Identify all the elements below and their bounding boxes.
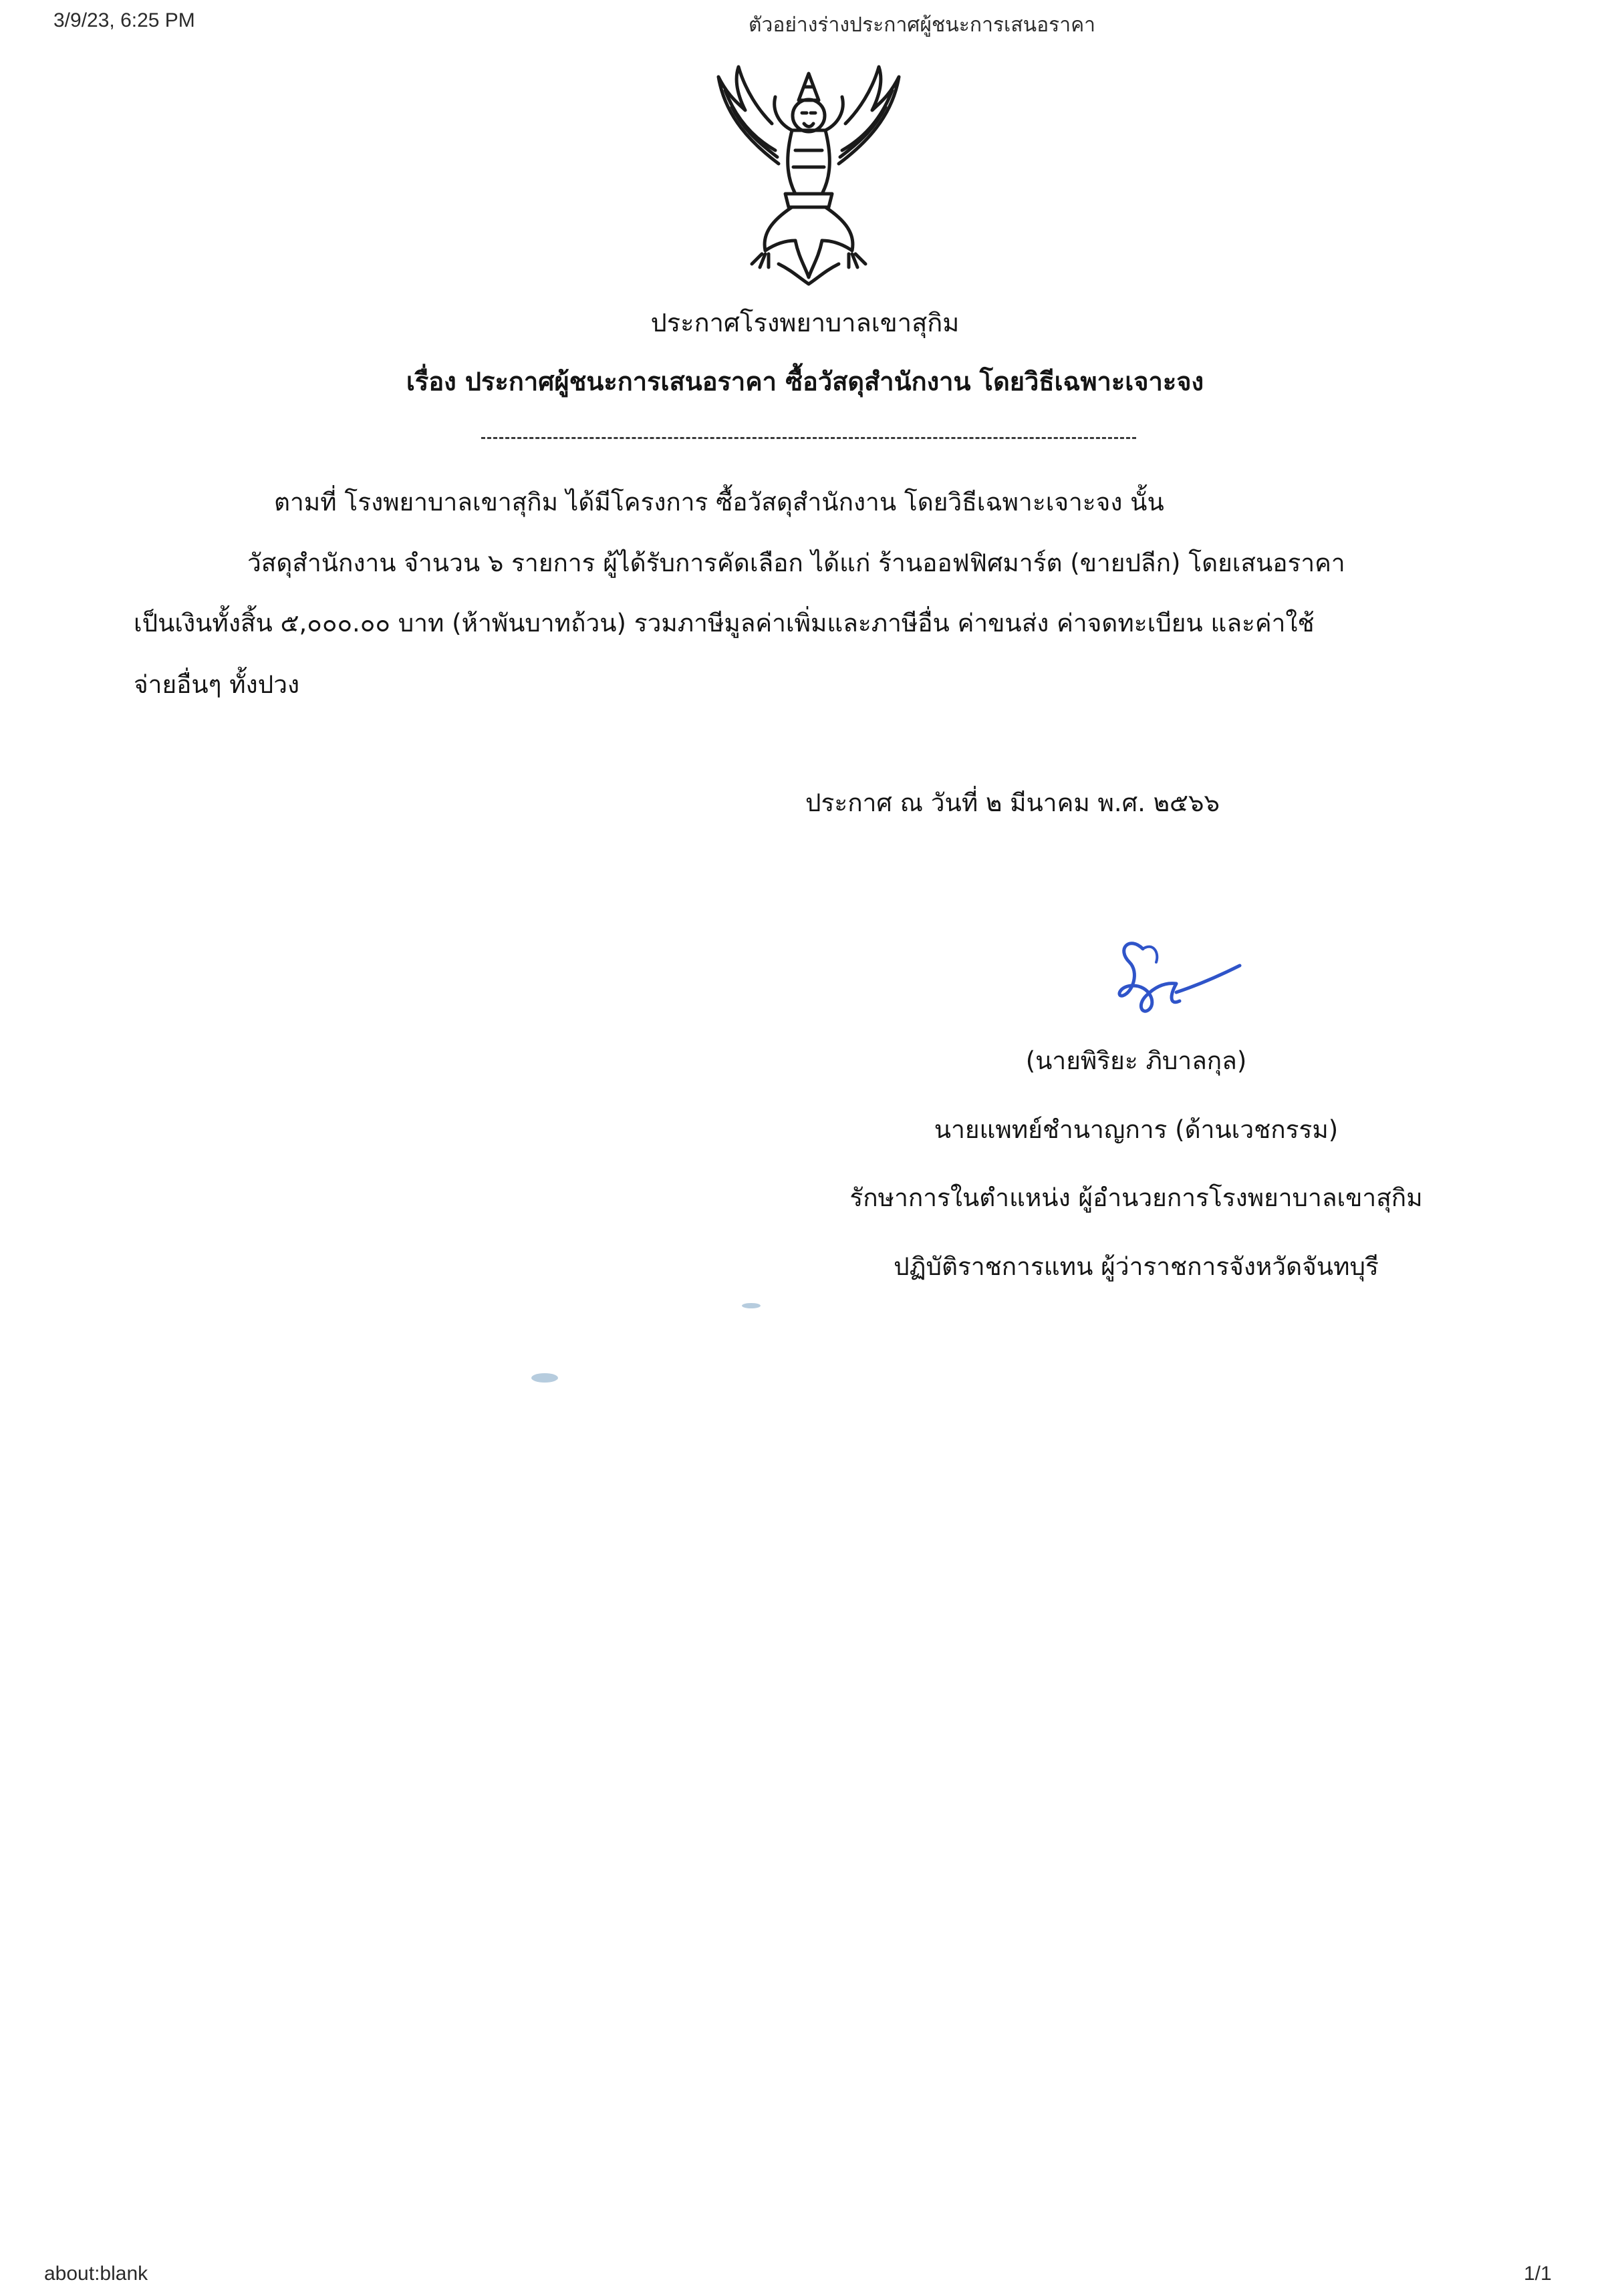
signatory-acting-role: รักษาการในตำแหน่ง ผู้อำนวยการโรงพยาบาลเขาสุกิม <box>849 1183 1423 1212</box>
signatory-on-behalf: ปฏิบัติราชการแทน ผู้ว่าราชการจังหวัดจันทบุรี <box>894 1252 1379 1281</box>
print-page-number: 1/1 <box>1524 2263 1552 2285</box>
dashed-separator <box>481 437 1136 439</box>
body-line-2: วัสดุสำนักงาน จำนวน ๖ รายการ ผู้ได้รับการคัดเลือก ได้แก่ ร้านออฟฟิศมาร์ต (ขายปลีก) โดยเสนอราคา <box>247 549 1345 577</box>
signatory-name: (นายพิริยะ ภิบาลกุล) <box>1025 1046 1247 1075</box>
body-line-1: ตามที่ โรงพยาบาลเขาสุกิม ได้มีโครงการ ซื้อวัสดุสำนักงาน โดยวิธีเฉพาะเจาะจง นั้น <box>274 488 1164 517</box>
print-page-title: ตัวอย่างร่างประกาศผู้ชนะการเสนอราคา <box>749 14 1095 36</box>
signatory-position: นายแพทย์ชำนาญการ (ด้านเวชกรรม) <box>934 1115 1339 1144</box>
announcement-date: ประกาศ ณ วันที่ ๒ มีนาคม พ.ศ. ๒๕๖๖ <box>805 788 1220 817</box>
body-line-4: จ่ายอื่นๆ ทั้งปวง <box>134 670 300 699</box>
announcement-title: ประกาศโรงพยาบาลเขาสุกิม <box>650 308 960 337</box>
handwritten-signature <box>1103 922 1250 1022</box>
scan-speck <box>531 1373 558 1383</box>
body-line-3: เป็นเงินทั้งสิ้น ๕,๐๐๐.๐๐ บาท (ห้าพันบาทถ้วน) รวมภาษีมูลค่าเพิ่มและภาษีอื่น ค่าขนส่ง ค่าจดทะเบียน และค่าใช้ <box>134 609 1315 637</box>
print-datetime: 3/9/23, 6:25 PM <box>53 9 195 31</box>
print-url: about:blank <box>44 2263 148 2285</box>
announcement-subject: เรื่อง ประกาศผู้ชนะการเสนอราคา ซื้อวัสดุสำนักงาน โดยวิธีเฉพาะเจาะจง <box>406 367 1204 396</box>
scan-speck <box>742 1303 761 1308</box>
garuda-emblem-icon <box>698 63 919 291</box>
